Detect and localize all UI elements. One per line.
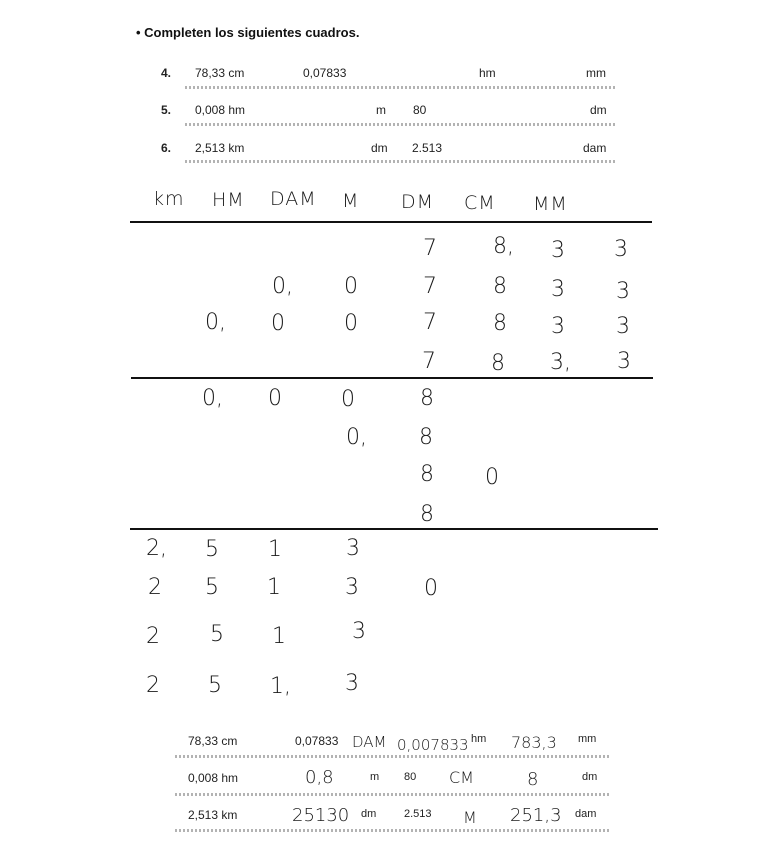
table-cell: 2 (146, 673, 160, 698)
table-cell: 3 (551, 238, 565, 263)
table-cell: 5 (210, 622, 224, 647)
handwritten-answer: 8 (527, 769, 539, 790)
unit-label: dam (583, 141, 607, 155)
handwritten-unit: DAM (352, 733, 387, 751)
table-cell: 0, (346, 425, 367, 450)
handwritten-unit: CM (449, 768, 474, 787)
unit-label: hm (471, 733, 487, 745)
unit-label: m (370, 771, 380, 783)
table-cell: 3 (346, 536, 360, 561)
table-cell: 0, (272, 274, 293, 299)
given-value: 2,513 km (188, 808, 238, 822)
unit-label: dm (371, 141, 388, 155)
table-cell: 0 (344, 311, 358, 336)
table-cell: 8 (420, 386, 434, 411)
answer-value: 80 (413, 103, 427, 117)
table-cell: 3 (616, 314, 630, 339)
table-cell: 1 (268, 537, 282, 562)
unit-label: mm (578, 733, 597, 745)
table-cell: 0 (424, 576, 438, 601)
table-cell: 8 (420, 462, 434, 487)
dotted-answer-line (185, 86, 617, 89)
answer-value: 2.513 (404, 808, 432, 820)
header-hm: HM (212, 189, 245, 211)
table-cell: 0 (485, 465, 499, 490)
answer-value: 0,07833 (295, 734, 339, 748)
handwritten-unit: M (463, 808, 477, 827)
dotted-answer-line (175, 793, 610, 796)
table-cell: 0, (202, 386, 223, 411)
header-dm: DM (401, 191, 435, 213)
handwritten-answer: 0,007833 (397, 736, 469, 754)
given-value: 0,008 hm (195, 103, 246, 117)
instruction-text: • Completen los siguientes cuadros. (136, 25, 360, 40)
header-dam: DAM (270, 188, 317, 210)
table-cell: 7 (422, 349, 436, 374)
table-cell: 0 (268, 386, 282, 411)
handwritten-answer: 25130 (292, 805, 350, 826)
table-cell: 3 (551, 277, 565, 302)
row-number: 6. (161, 141, 172, 155)
table-cell: 3 (617, 349, 631, 374)
given-value: 0,008 hm (188, 771, 239, 785)
table-cell: 2 (148, 575, 162, 600)
unit-label: hm (479, 66, 496, 80)
table-cell: 3 (614, 237, 628, 262)
table-cell: 8, (493, 234, 514, 259)
given-value: 78,33 cm (195, 66, 245, 80)
answer-value: 0,07833 (303, 66, 347, 80)
row-number: 5. (161, 103, 172, 117)
unit-label: dm (361, 808, 377, 820)
given-value: 78,33 cm (188, 734, 238, 748)
table-rule (130, 528, 658, 530)
table-cell: 3 (345, 671, 359, 696)
table-cell: 7 (423, 310, 437, 335)
dotted-answer-line (175, 829, 610, 832)
table-cell: 8 (420, 502, 434, 527)
table-cell: 3, (550, 350, 571, 375)
answer-value: 80 (404, 771, 417, 783)
dotted-answer-line (175, 755, 610, 758)
row-number: 4. (161, 66, 172, 80)
table-cell: 3 (345, 575, 359, 600)
table-cell: 2, (146, 536, 167, 561)
table-cell: 3 (551, 314, 565, 339)
unit-label: dm (582, 771, 598, 783)
handwritten-answer: 783,3 (511, 733, 557, 752)
table-cell: 8 (493, 274, 507, 299)
dotted-answer-line (185, 123, 617, 126)
table-cell: 0 (271, 311, 285, 336)
header-cm: CM (464, 192, 496, 214)
table-cell: 1, (270, 674, 291, 699)
table-cell: 2 (146, 624, 160, 649)
table-cell: 8 (493, 311, 507, 336)
table-cell: 8 (419, 425, 433, 450)
given-value: 2,513 km (195, 141, 245, 155)
header-mm: MM (533, 193, 568, 215)
table-cell: 0 (341, 387, 355, 412)
table-rule (130, 221, 652, 223)
table-cell: 8 (491, 351, 505, 376)
table-cell: 5 (208, 673, 222, 698)
handwritten-answer: 0,8 (305, 767, 334, 788)
unit-label: m (376, 103, 386, 117)
header-m: M (342, 190, 360, 212)
table-cell: 0 (344, 274, 358, 299)
unit-label: dm (590, 103, 607, 117)
table-cell: 1 (272, 624, 286, 649)
table-cell: 7 (423, 236, 437, 261)
unit-label: dam (575, 808, 597, 820)
table-cell: 0, (205, 310, 226, 335)
answer-value: 2.513 (412, 141, 443, 155)
handwritten-answer: 251,3 (510, 805, 562, 826)
table-rule (131, 377, 653, 379)
table-cell: 3 (352, 619, 366, 644)
dotted-answer-line (185, 160, 617, 163)
table-cell: 5 (205, 575, 219, 600)
header-km: km (153, 188, 185, 210)
unit-label: mm (586, 66, 606, 80)
table-cell: 1 (267, 575, 281, 600)
table-cell: 3 (616, 279, 630, 304)
table-cell: 5 (205, 537, 219, 562)
table-cell: 7 (423, 274, 437, 299)
